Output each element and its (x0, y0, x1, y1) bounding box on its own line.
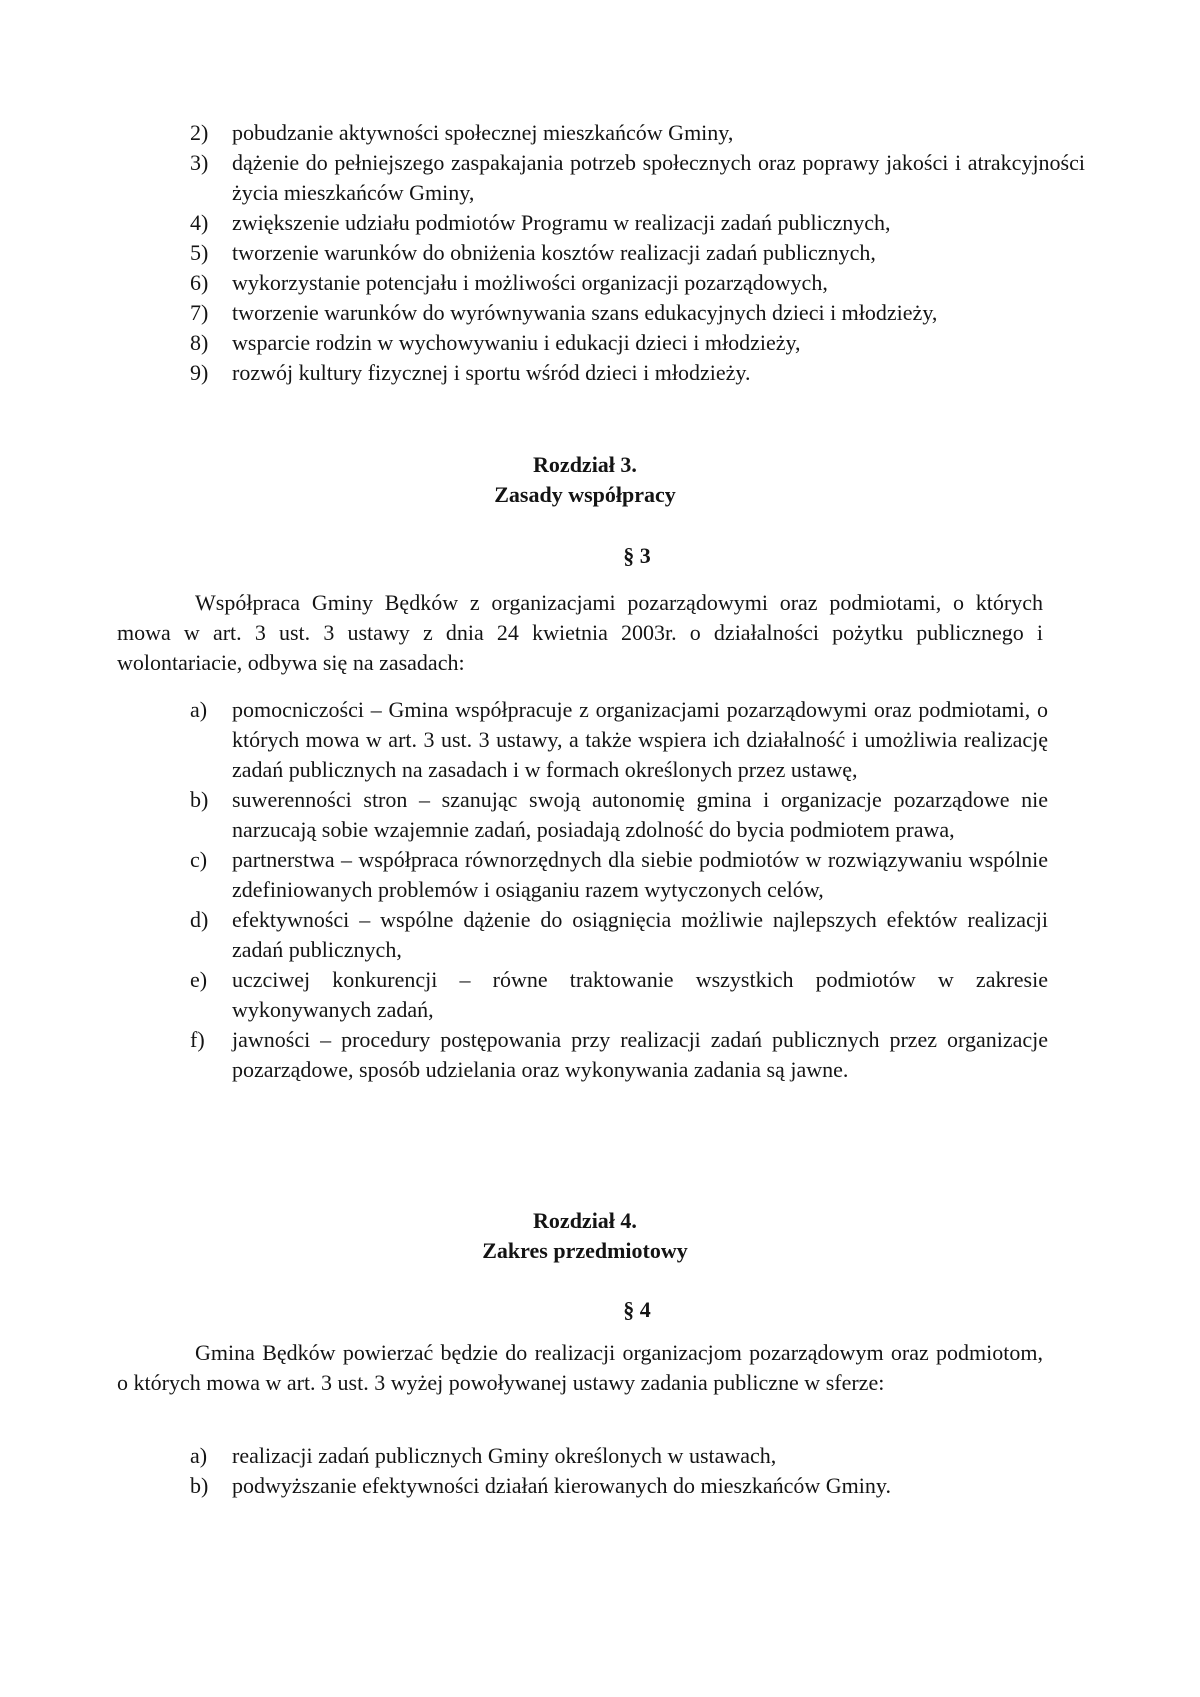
list-marker: a) (190, 1443, 208, 1468)
list-item (190, 845, 1048, 905)
list-text: partnerstwa – współpraca równorzędnych dla siebie podmiotów w rozwiązywaniu wspólnie zdefiniowanych problemów i osiąganiu razem wytyczonych celów, (232, 847, 1048, 902)
list-marker: a) (190, 697, 208, 722)
chapter3-heading (0, 450, 1185, 510)
areas-list (190, 1441, 1070, 1501)
list-marker: b) (190, 1473, 209, 1498)
chapter-title: Rozdział 4. (533, 1208, 637, 1233)
list-marker: 8) (190, 330, 209, 355)
list-text: efektywności – wspólne dążenie do osiągnięcia możliwie najlepszych efektów realizacji zadań publicznych, (232, 907, 1048, 962)
list-text: realizacji zadań publicznych Gminy określonych w ustawach, (232, 1443, 777, 1468)
list-text: dążenie do pełniejszego zaspakajania potrzeb społecznych oraz poprawy jakości i atrakcyjności życia mieszkańców Gminy, (232, 150, 1085, 205)
list-item (190, 208, 1085, 238)
list-marker: f) (190, 1027, 205, 1052)
goals-list (190, 118, 1085, 388)
chapter-subtitle: Zakres przedmiotowy (482, 1238, 688, 1263)
chapter-title: Rozdział 3. (533, 452, 637, 477)
list-text: rozwój kultury fizycznej i sportu wśród dzieci i młodzieży. (232, 360, 751, 385)
list-item (190, 238, 1085, 268)
list-marker: d) (190, 907, 209, 932)
chapter4-heading (0, 1206, 1185, 1266)
list-marker: e) (190, 967, 208, 992)
list-item (190, 118, 1085, 148)
list-text: pobudzanie aktywności społecznej mieszkańców Gminy, (232, 120, 734, 145)
list-text: tworzenie warunków do obniżenia kosztów realizacji zadań publicznych, (232, 240, 876, 265)
list-item (190, 1441, 1070, 1471)
list-text: wykorzystanie potencjału i możliwości organizacji pozarządowych, (232, 270, 828, 295)
list-marker: 3) (190, 150, 209, 175)
list-item (190, 1471, 1070, 1501)
list-item (190, 328, 1085, 358)
list-item (190, 148, 1085, 208)
list-text: suwerenności stron – szanując swoją autonomię gmina i organizacje pozarządowe nie narzucają sobie wzajemnie zadań, posiadają zdolność do bycia podmiotem prawa, (232, 787, 1048, 842)
list-marker: 6) (190, 270, 209, 295)
list-text: uczciwej konkurencji – równe traktowanie wszystkich podmiotów w zakresie wykonywanych zadań, (232, 967, 1048, 1022)
list-text: wsparcie rodzin w wychowywaniu i edukacji dzieci i młodzieży, (232, 330, 801, 355)
section-label: § 3 (623, 543, 651, 568)
section4-paragraph: Gmina Będków powierzać będzie do realizacji organizacjom pozarządowym oraz podmiotom, o których mowa w art. 3 ust. 3 wyżej powoływanej ustawy zadania publiczne w sferze: (117, 1340, 1043, 1395)
list-marker: b) (190, 787, 209, 812)
list-marker: 9) (190, 360, 209, 385)
list-marker: 7) (190, 300, 209, 325)
chapter-subtitle: Zasady współpracy (494, 482, 676, 507)
list-text: zwiększenie udziału podmiotów Programu w realizacji zadań publicznych, (232, 210, 891, 235)
list-marker: 4) (190, 210, 209, 235)
list-text: tworzenie warunków do wyrównywania szans edukacyjnych dzieci i młodzieży, (232, 300, 938, 325)
list-item (190, 905, 1048, 965)
section-label: § 4 (623, 1297, 651, 1322)
list-item (190, 268, 1085, 298)
list-item (190, 358, 1085, 388)
list-text: pomocniczości – Gmina współpracuje z organizacjami pozarządowymi oraz podmiotami, o których mowa w art. 3 ust. 3 ustawy, a także wspiera ich działalność i umożliwia realizację zadań publicznych na zasadach i w formach określonych przez ustawę, (232, 697, 1048, 782)
list-item (190, 1025, 1048, 1085)
section3-paragraph: Współpraca Gminy Będków z organizacjami pozarządowymi oraz podmiotami, o których mowa w art. 3 ust. 3 ustawy z dnia 24 kwietnia 2003r. o działalności pożytku publicznego i wolontariacie, odbywa się na zasadach: (117, 590, 1043, 675)
list-marker: c) (190, 847, 208, 872)
list-item (190, 785, 1048, 845)
section4-mark (37, 1295, 1200, 1325)
list-item (190, 695, 1048, 785)
list-item (190, 298, 1085, 328)
list-marker: 2) (190, 120, 209, 145)
list-item (190, 965, 1048, 1025)
principles-list (190, 695, 1048, 1085)
section3-mark (37, 541, 1200, 571)
list-marker: 5) (190, 240, 209, 265)
list-text: jawności – procedury postępowania przy realizacji zadań publicznych przez organizacje pozarządowe, sposób udzielania oraz wykonywania zadania są jawne. (232, 1027, 1048, 1082)
list-text: podwyższanie efektywności działań kierowanych do mieszkańców Gminy. (232, 1473, 891, 1498)
